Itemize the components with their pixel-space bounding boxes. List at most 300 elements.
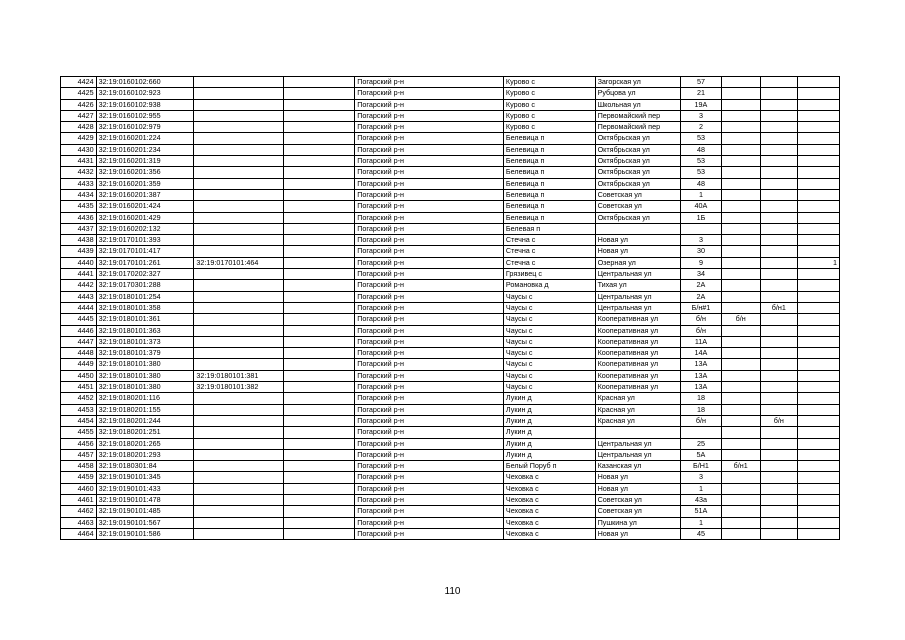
street-cell: Загорская ул <box>595 77 681 88</box>
cadastral-number-cell: 32:19:0180101:361 <box>96 314 194 325</box>
alt-number-cell <box>760 235 798 246</box>
district-cell: Погарский р-н <box>355 178 504 189</box>
extra-number-cell <box>721 212 760 223</box>
district-cell: Погарский р-н <box>355 517 504 528</box>
table-row <box>61 517 840 528</box>
cadastral-number-cell: 32:19:0170202:327 <box>96 269 194 280</box>
district-cell: Погарский р-н <box>355 122 504 133</box>
house-number-cell: 53 <box>681 167 722 178</box>
table-row <box>61 212 840 223</box>
row-number-cell: 4425 <box>61 88 97 99</box>
row-number-cell: 4436 <box>61 212 97 223</box>
row-number-cell: 4444 <box>61 302 97 313</box>
related-cadastral-number-cell <box>194 189 284 200</box>
blank-column-cell <box>283 110 354 121</box>
alt-number-cell <box>760 528 798 539</box>
flag-cell <box>798 427 840 438</box>
street-cell: Новая ул <box>595 235 681 246</box>
related-cadastral-number-cell <box>194 156 284 167</box>
extra-number-cell <box>721 348 760 359</box>
district-cell: Погарский р-н <box>355 223 504 234</box>
related-cadastral-number-cell <box>194 483 284 494</box>
street-cell: Центральная ул <box>595 438 681 449</box>
street-cell: Красная ул <box>595 393 681 404</box>
flag-cell <box>798 88 840 99</box>
settlement-cell: Белевица п <box>503 167 595 178</box>
extra-number-cell <box>721 201 760 212</box>
extra-number-cell <box>721 528 760 539</box>
row-number-cell: 4453 <box>61 404 97 415</box>
blank-column-cell <box>283 223 354 234</box>
alt-number-cell <box>760 427 798 438</box>
blank-column-cell <box>283 291 354 302</box>
table-row <box>61 246 840 257</box>
table-row <box>61 302 840 313</box>
table-row <box>61 88 840 99</box>
flag-cell <box>798 382 840 393</box>
table-row <box>61 336 840 347</box>
district-cell: Погарский р-н <box>355 201 504 212</box>
row-number-cell: 4424 <box>61 77 97 88</box>
settlement-cell: Лукин д <box>503 449 595 460</box>
district-cell: Погарский р-н <box>355 212 504 223</box>
table-row <box>61 167 840 178</box>
extra-number-cell <box>721 506 760 517</box>
cadastral-number-cell: 32:19:0190101:586 <box>96 528 194 539</box>
district-cell: Погарский р-н <box>355 235 504 246</box>
related-cadastral-number-cell <box>194 144 284 155</box>
extra-number-cell <box>721 393 760 404</box>
table-row <box>61 269 840 280</box>
alt-number-cell <box>760 314 798 325</box>
extra-number-cell <box>721 235 760 246</box>
extra-number-cell <box>721 472 760 483</box>
settlement-cell: Романовка д <box>503 280 595 291</box>
alt-number-cell <box>760 517 798 528</box>
flag-cell <box>798 359 840 370</box>
extra-number-cell <box>721 382 760 393</box>
blank-column-cell <box>283 382 354 393</box>
cadastral-number-cell: 32:19:0160102:660 <box>96 77 194 88</box>
district-cell: Погарский р-н <box>355 348 504 359</box>
row-number-cell: 4460 <box>61 483 97 494</box>
house-number-cell: 51А <box>681 506 722 517</box>
house-number-cell: б/н <box>681 314 722 325</box>
alt-number-cell <box>760 461 798 472</box>
cadastral-number-cell: 32:19:0160201:234 <box>96 144 194 155</box>
extra-number-cell <box>721 156 760 167</box>
flag-cell <box>798 438 840 449</box>
flag-cell <box>798 212 840 223</box>
row-number-cell: 4445 <box>61 314 97 325</box>
street-cell: Казанская ул <box>595 461 681 472</box>
extra-number-cell <box>721 246 760 257</box>
row-number-cell: 4450 <box>61 370 97 381</box>
cadastral-number-cell: 32:19:0180201:265 <box>96 438 194 449</box>
extra-number-cell <box>721 280 760 291</box>
extra-number-cell <box>721 427 760 438</box>
cadastral-number-cell: 32:19:0180301:84 <box>96 461 194 472</box>
row-number-cell: 4443 <box>61 291 97 302</box>
table-row <box>61 528 840 539</box>
flag-cell <box>798 325 840 336</box>
related-cadastral-number-cell <box>194 427 284 438</box>
table-row <box>61 359 840 370</box>
table-row <box>61 178 840 189</box>
district-cell: Погарский р-н <box>355 506 504 517</box>
blank-column-cell <box>283 449 354 460</box>
flag-cell: 1 <box>798 257 840 268</box>
cadastral-number-cell: 32:19:0160201:387 <box>96 189 194 200</box>
alt-number-cell <box>760 291 798 302</box>
table-row <box>61 223 840 234</box>
street-cell: Тихая ул <box>595 280 681 291</box>
house-number-cell: 48 <box>681 144 722 155</box>
row-number-cell: 4458 <box>61 461 97 472</box>
row-number-cell: 4440 <box>61 257 97 268</box>
settlement-cell: Чеховка с <box>503 517 595 528</box>
extra-number-cell <box>721 88 760 99</box>
settlement-cell: Чеховка с <box>503 528 595 539</box>
house-number-cell: б/н <box>681 325 722 336</box>
table-row <box>61 506 840 517</box>
alt-number-cell: б/н1 <box>760 302 798 313</box>
blank-column-cell <box>283 348 354 359</box>
alt-number-cell <box>760 506 798 517</box>
related-cadastral-number-cell <box>194 438 284 449</box>
cadastral-number-cell: 32:19:0190101:345 <box>96 472 194 483</box>
district-cell: Погарский р-н <box>355 461 504 472</box>
related-cadastral-number-cell <box>194 302 284 313</box>
alt-number-cell <box>760 348 798 359</box>
row-number-cell: 4431 <box>61 156 97 167</box>
alt-number-cell <box>760 88 798 99</box>
district-cell: Погарский р-н <box>355 472 504 483</box>
settlement-cell: Стечна с <box>503 246 595 257</box>
row-number-cell: 4456 <box>61 438 97 449</box>
flag-cell <box>798 144 840 155</box>
flag-cell <box>798 110 840 121</box>
related-cadastral-number-cell <box>194 223 284 234</box>
flag-cell <box>798 223 840 234</box>
cadastral-number-cell: 32:19:0160102:955 <box>96 110 194 121</box>
settlement-cell: Чаусы с <box>503 314 595 325</box>
street-cell: Красная ул <box>595 415 681 426</box>
house-number-cell: 2 <box>681 122 722 133</box>
row-number-cell: 4442 <box>61 280 97 291</box>
related-cadastral-number-cell <box>194 77 284 88</box>
settlement-cell: Белевица п <box>503 212 595 223</box>
related-cadastral-number-cell <box>194 122 284 133</box>
blank-column-cell <box>283 88 354 99</box>
cadastral-number-cell: 32:19:0160201:224 <box>96 133 194 144</box>
flag-cell <box>798 483 840 494</box>
house-number-cell <box>681 427 722 438</box>
flag-cell <box>798 370 840 381</box>
settlement-cell: Белевица п <box>503 189 595 200</box>
blank-column-cell <box>283 167 354 178</box>
house-number-cell: 3 <box>681 235 722 246</box>
district-cell: Погарский р-н <box>355 314 504 325</box>
blank-column-cell <box>283 77 354 88</box>
registry-table-body <box>61 77 840 540</box>
row-number-cell: 4426 <box>61 99 97 110</box>
cadastral-number-cell: 32:19:0180101:380 <box>96 382 194 393</box>
flag-cell <box>798 302 840 313</box>
extra-number-cell <box>721 483 760 494</box>
district-cell: Погарский р-н <box>355 99 504 110</box>
house-number-cell: 13А <box>681 359 722 370</box>
flag-cell <box>798 167 840 178</box>
district-cell: Погарский р-н <box>355 246 504 257</box>
related-cadastral-number-cell <box>194 393 284 404</box>
row-number-cell: 4428 <box>61 122 97 133</box>
district-cell: Погарский р-н <box>355 483 504 494</box>
house-number-cell: Б/н#1 <box>681 302 722 313</box>
flag-cell <box>798 178 840 189</box>
cadastral-number-cell: 32:19:0190101:433 <box>96 483 194 494</box>
extra-number-cell <box>721 257 760 268</box>
row-number-cell: 4461 <box>61 494 97 505</box>
alt-number-cell <box>760 178 798 189</box>
related-cadastral-number-cell <box>194 167 284 178</box>
settlement-cell: Белый Поруб п <box>503 461 595 472</box>
flag-cell <box>798 77 840 88</box>
cadastral-number-cell: 32:19:0180201:244 <box>96 415 194 426</box>
flag-cell <box>798 133 840 144</box>
blank-column-cell <box>283 472 354 483</box>
flag-cell <box>798 122 840 133</box>
alt-number-cell <box>760 246 798 257</box>
row-number-cell: 4430 <box>61 144 97 155</box>
blank-column-cell <box>283 212 354 223</box>
related-cadastral-number-cell <box>194 528 284 539</box>
table-row <box>61 156 840 167</box>
settlement-cell: Курово с <box>503 88 595 99</box>
alt-number-cell: б/н <box>760 415 798 426</box>
extra-number-cell: б/н1 <box>721 461 760 472</box>
district-cell: Погарский р-н <box>355 110 504 121</box>
alt-number-cell <box>760 144 798 155</box>
related-cadastral-number-cell <box>194 212 284 223</box>
house-number-cell: 14А <box>681 348 722 359</box>
settlement-cell: Стечна с <box>503 257 595 268</box>
extra-number-cell <box>721 404 760 415</box>
settlement-cell: Лукин д <box>503 427 595 438</box>
alt-number-cell <box>760 156 798 167</box>
related-cadastral-number-cell <box>194 325 284 336</box>
related-cadastral-number-cell <box>194 280 284 291</box>
settlement-cell: Чеховка с <box>503 494 595 505</box>
table-row <box>61 427 840 438</box>
blank-column-cell <box>283 302 354 313</box>
cadastral-number-cell: 32:19:0180101:379 <box>96 348 194 359</box>
house-number-cell: 21 <box>681 88 722 99</box>
house-number-cell: 57 <box>681 77 722 88</box>
table-row <box>61 438 840 449</box>
table-row <box>61 382 840 393</box>
street-cell: Октябрьская ул <box>595 178 681 189</box>
settlement-cell: Курово с <box>503 77 595 88</box>
table-row <box>61 314 840 325</box>
blank-column-cell <box>283 517 354 528</box>
cadastral-number-cell: 32:19:0180201:155 <box>96 404 194 415</box>
blank-column-cell <box>283 156 354 167</box>
house-number-cell: 34 <box>681 269 722 280</box>
cadastral-number-cell: 32:19:0160102:938 <box>96 99 194 110</box>
related-cadastral-number-cell <box>194 506 284 517</box>
related-cadastral-number-cell <box>194 99 284 110</box>
row-number-cell: 4437 <box>61 223 97 234</box>
related-cadastral-number-cell <box>194 472 284 483</box>
cadastral-number-cell: 32:19:0180101:363 <box>96 325 194 336</box>
flag-cell <box>798 528 840 539</box>
street-cell <box>595 427 681 438</box>
row-number-cell: 4427 <box>61 110 97 121</box>
blank-column-cell <box>283 257 354 268</box>
alt-number-cell <box>760 336 798 347</box>
related-cadastral-number-cell: 32:19:0180101:382 <box>194 382 284 393</box>
extra-number-cell <box>721 494 760 505</box>
related-cadastral-number-cell <box>194 178 284 189</box>
extra-number-cell <box>721 359 760 370</box>
district-cell: Погарский р-н <box>355 449 504 460</box>
settlement-cell: Чаусы с <box>503 359 595 370</box>
related-cadastral-number-cell <box>194 404 284 415</box>
extra-number-cell <box>721 449 760 460</box>
settlement-cell: Лукин д <box>503 415 595 426</box>
cadastral-number-cell: 32:19:0160201:359 <box>96 178 194 189</box>
table-row <box>61 291 840 302</box>
related-cadastral-number-cell <box>194 449 284 460</box>
house-number-cell: 48 <box>681 178 722 189</box>
table-row <box>61 461 840 472</box>
house-number-cell: б/н <box>681 415 722 426</box>
related-cadastral-number-cell <box>194 110 284 121</box>
blank-column-cell <box>283 506 354 517</box>
settlement-cell: Чеховка с <box>503 506 595 517</box>
row-number-cell: 4452 <box>61 393 97 404</box>
settlement-cell: Чеховка с <box>503 483 595 494</box>
cadastral-number-cell: 32:19:0180101:373 <box>96 336 194 347</box>
street-cell: Первомайский пер <box>595 110 681 121</box>
house-number-cell: 25 <box>681 438 722 449</box>
flag-cell <box>798 506 840 517</box>
district-cell: Погарский р-н <box>355 156 504 167</box>
alt-number-cell <box>760 438 798 449</box>
extra-number-cell <box>721 133 760 144</box>
row-number-cell: 4451 <box>61 382 97 393</box>
table-row <box>61 189 840 200</box>
flag-cell <box>798 280 840 291</box>
row-number-cell: 4441 <box>61 269 97 280</box>
blank-column-cell <box>283 144 354 155</box>
extra-number-cell <box>721 110 760 121</box>
related-cadastral-number-cell <box>194 291 284 302</box>
flag-cell <box>798 201 840 212</box>
extra-number-cell <box>721 77 760 88</box>
flag-cell <box>798 269 840 280</box>
table-row <box>61 494 840 505</box>
street-cell: Новая ул <box>595 246 681 257</box>
cadastral-number-cell: 32:19:0180101:380 <box>96 359 194 370</box>
house-number-cell: 3 <box>681 110 722 121</box>
related-cadastral-number-cell <box>194 201 284 212</box>
settlement-cell: Чаусы с <box>503 325 595 336</box>
extra-number-cell <box>721 99 760 110</box>
row-number-cell: 4434 <box>61 189 97 200</box>
table-row <box>61 348 840 359</box>
settlement-cell: Белевица п <box>503 144 595 155</box>
alt-number-cell <box>760 494 798 505</box>
house-number-cell: 5А <box>681 449 722 460</box>
flag-cell <box>798 235 840 246</box>
flag-cell <box>798 449 840 460</box>
row-number-cell: 4433 <box>61 178 97 189</box>
blank-column-cell <box>283 280 354 291</box>
house-number-cell: 18 <box>681 393 722 404</box>
extra-number-cell <box>721 438 760 449</box>
table-row <box>61 144 840 155</box>
settlement-cell: Белевица п <box>503 156 595 167</box>
street-cell: Пушкина ул <box>595 517 681 528</box>
street-cell: Октябрьская ул <box>595 212 681 223</box>
alt-number-cell <box>760 133 798 144</box>
cadastral-number-cell: 32:19:0160202:132 <box>96 223 194 234</box>
street-cell: Центральная ул <box>595 449 681 460</box>
blank-column-cell <box>283 314 354 325</box>
alt-number-cell <box>760 122 798 133</box>
district-cell: Погарский р-н <box>355 291 504 302</box>
street-cell: Новая ул <box>595 528 681 539</box>
flag-cell <box>798 393 840 404</box>
blank-column-cell <box>283 336 354 347</box>
blank-column-cell <box>283 269 354 280</box>
street-cell: Рубцова ул <box>595 88 681 99</box>
settlement-cell: Грязивец с <box>503 269 595 280</box>
house-number-cell: 3 <box>681 472 722 483</box>
row-number-cell: 4449 <box>61 359 97 370</box>
flag-cell <box>798 472 840 483</box>
extra-number-cell <box>721 122 760 133</box>
flag-cell <box>798 494 840 505</box>
alt-number-cell <box>760 359 798 370</box>
cadastral-number-cell: 32:19:0160201:424 <box>96 201 194 212</box>
row-number-cell: 4438 <box>61 235 97 246</box>
cadastral-number-cell: 32:19:0180101:380 <box>96 370 194 381</box>
related-cadastral-number-cell <box>194 494 284 505</box>
blank-column-cell <box>283 359 354 370</box>
extra-number-cell <box>721 336 760 347</box>
flag-cell <box>798 291 840 302</box>
cadastral-number-cell: 32:19:0160201:429 <box>96 212 194 223</box>
blank-column-cell <box>283 246 354 257</box>
alt-number-cell <box>760 269 798 280</box>
blank-column-cell <box>283 494 354 505</box>
alt-number-cell <box>760 382 798 393</box>
related-cadastral-number-cell <box>194 359 284 370</box>
table-row <box>61 415 840 426</box>
alt-number-cell <box>760 110 798 121</box>
house-number-cell: 11А <box>681 336 722 347</box>
street-cell: Кооперативная ул <box>595 325 681 336</box>
alt-number-cell <box>760 77 798 88</box>
settlement-cell: Чаусы с <box>503 370 595 381</box>
cadastral-number-cell: 32:19:0180101:358 <box>96 302 194 313</box>
house-number-cell: 1Б <box>681 212 722 223</box>
related-cadastral-number-cell <box>194 88 284 99</box>
blank-column-cell <box>283 393 354 404</box>
